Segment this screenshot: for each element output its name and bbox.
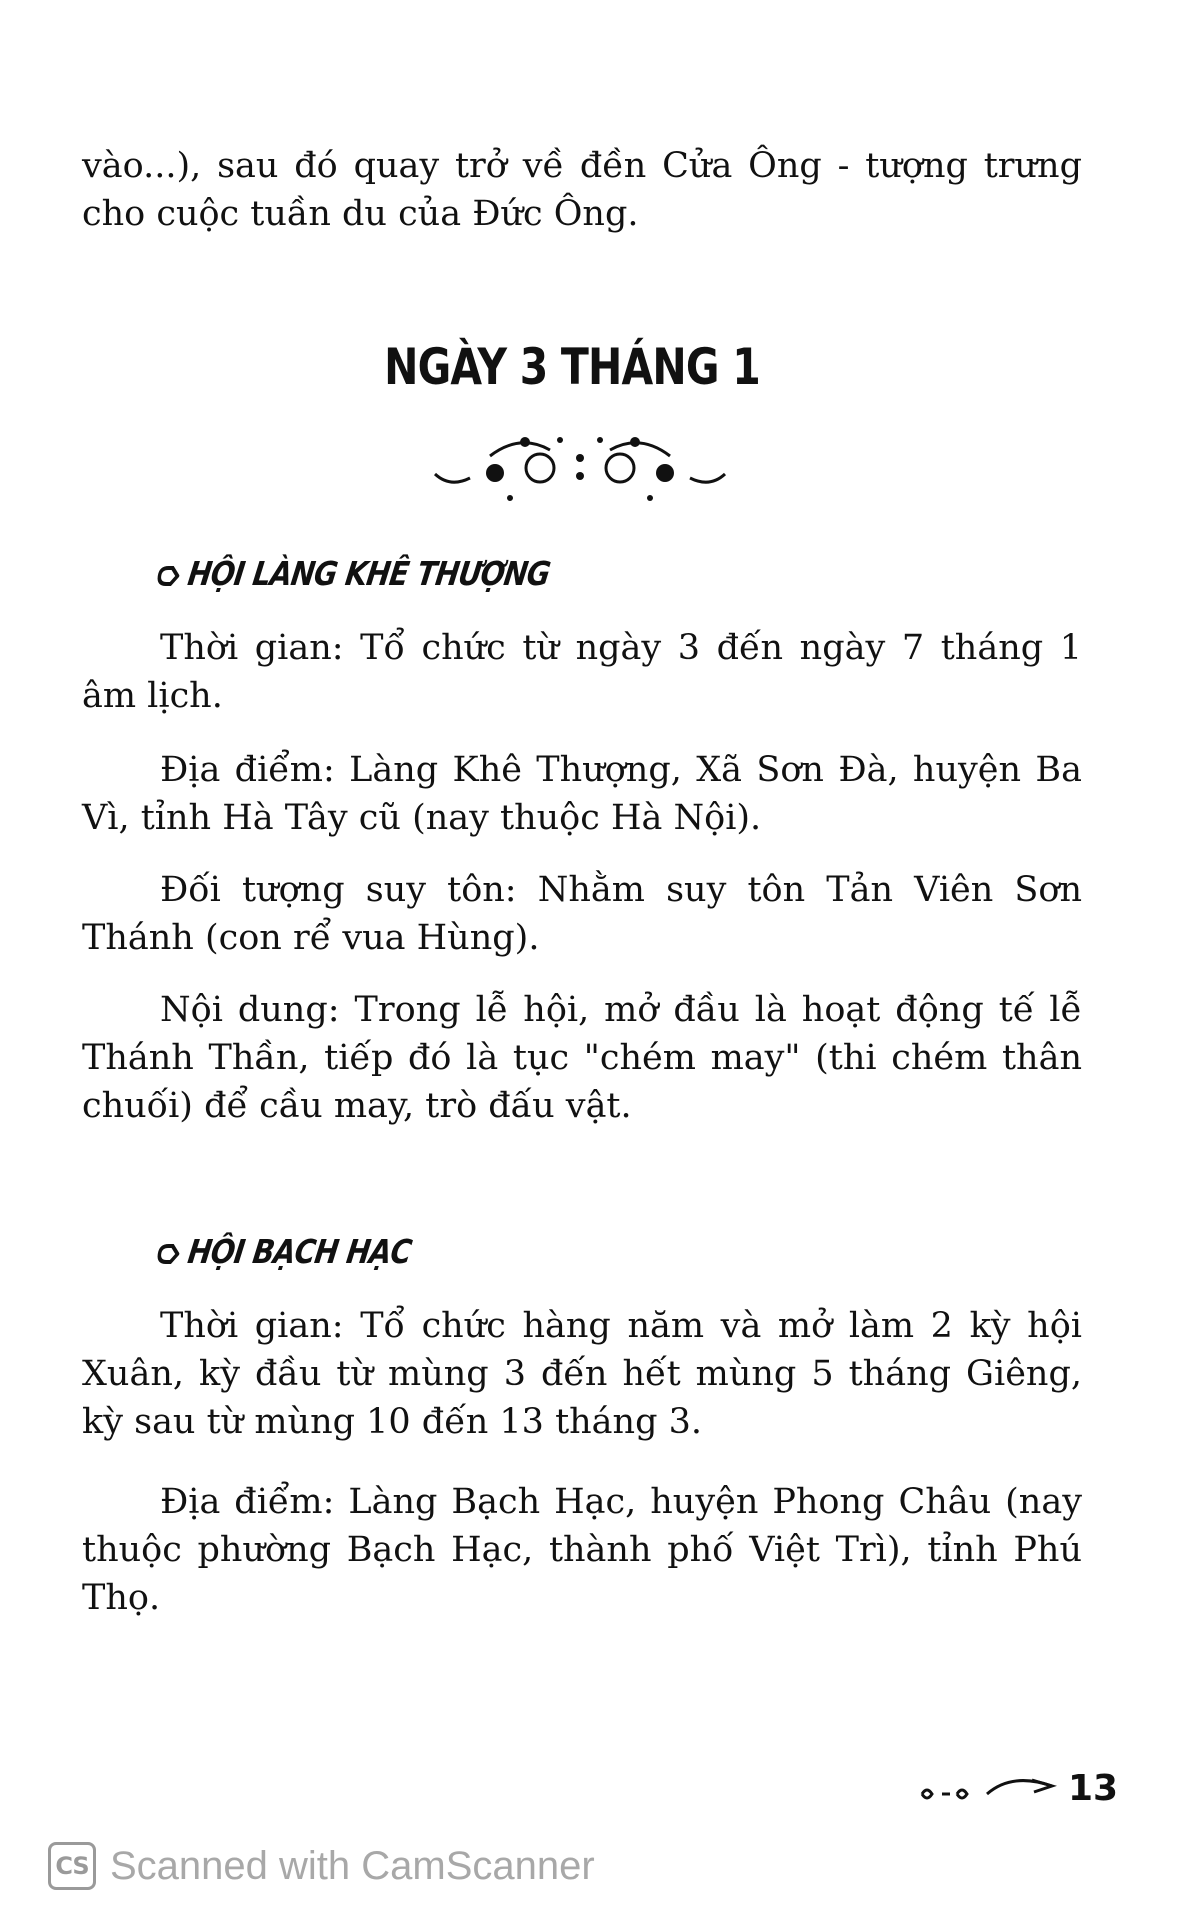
- floral-ornament-icon: [430, 428, 730, 508]
- camscanner-logo-icon: CS: [48, 1842, 96, 1890]
- arrow-bullet-icon: [155, 565, 180, 587]
- paragraph-location: Địa điểm: Làng Bạch Hạc, huyện Phong Châu (nay thuộc phường Bạch Hạc, thành phố Việt Trì), tỉnh Phú Thọ.: [82, 1482, 1082, 1618]
- arrow-bullet-icon: [155, 1243, 180, 1265]
- paragraph-time: Thời gian: Tổ chức hàng năm và mở làm 2 kỳ hội Xuân, kỳ đầu từ mùng 3 đến hết mùng 5 tháng Giêng, kỳ sau từ mùng 10 đến 13 tháng 3.: [82, 1306, 1082, 1442]
- paragraph-worship-subject: Đối tượng suy tôn: Nhằm suy tôn Tản Viên Sơn Thánh (con rể vua Hùng).: [82, 870, 1082, 958]
- camscanner-watermark: [48, 1838, 595, 1894]
- chapter-title: NGÀY 3 THÁNG 1: [384, 338, 760, 396]
- footer-swoosh-icon: [912, 1772, 1062, 1812]
- paragraph-content: Nội dung: Trong lễ hội, mở đầu là hoạt động tế lễ Thánh Thần, tiếp đó là tục "chém may" (thi chém thân chuối) để cầu may, trò đấu vật.: [82, 990, 1082, 1126]
- paragraph-location: Địa điểm: Làng Khê Thượng, Xã Sơn Đà, huyện Ba Vì, tỉnh Hà Tây cũ (nay thuộc Hà Nội).: [82, 750, 1082, 838]
- watermark-text: Scanned with CamScanner: [110, 1843, 595, 1888]
- section-heading-text: HỘI LÀNG KHÊ THƯỢNG: [185, 554, 553, 593]
- paragraph-time: Thời gian: Tổ chức từ ngày 3 đến ngày 7 tháng 1 âm lịch.: [82, 628, 1082, 716]
- section-heading-bach-hac: [155, 1232, 414, 1271]
- intro-paragraph: vào...), sau đó quay trở về đền Cửa Ông - tượng trưng cho cuộc tuần du của Đức Ông.: [82, 146, 1082, 234]
- section-heading-khe-thuong: [155, 554, 553, 593]
- page-number: 13: [1068, 1768, 1119, 1809]
- section-heading-text: HỘI BẠCH HẠC: [185, 1232, 414, 1271]
